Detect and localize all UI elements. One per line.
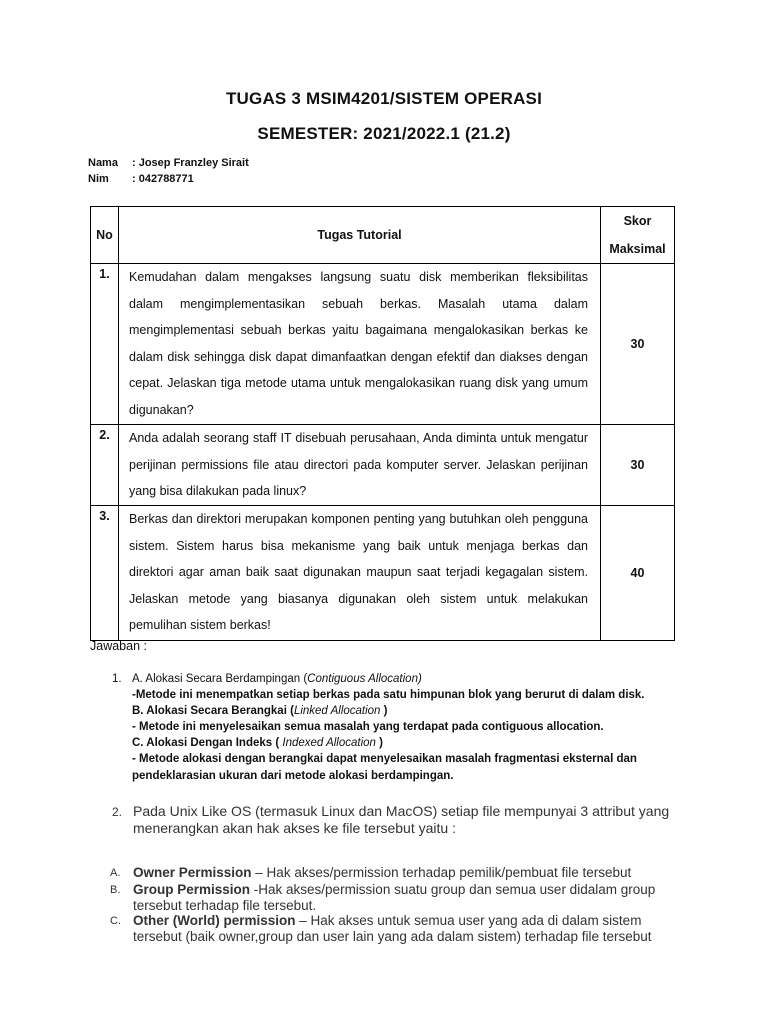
- answers-heading: Jawaban :: [90, 639, 147, 653]
- nim-value: : 042788771: [132, 173, 194, 185]
- header-no: No: [91, 207, 119, 264]
- answer-2-line1: Pada Unix Like OS (termasuk Linux dan MacOS) setiap file mempunyai 3 attribut yang: [133, 803, 670, 819]
- row-number: 3.: [91, 506, 119, 641]
- table-row: [91, 425, 675, 506]
- permission-desc: – Hak akses untuk semua user yang ada di dalam sistem: [295, 913, 642, 928]
- permission-letter: B.: [110, 884, 121, 896]
- method-b-desc: - Metode ini menyelesaikan semua masalah yang terdapat pada contiguous allocation.: [132, 721, 604, 734]
- nim-label: Nim: [88, 173, 109, 185]
- table-row: [91, 264, 675, 425]
- permission-name: Owner Permission: [133, 865, 252, 880]
- task-text: Anda adalah seorang staff IT disebuah perusahaan, Anda diminta untuk mengatur perijinan permissions file atau directori pada komputer server. Jelaskan perijinan yang bisa dilakukan pada linux?: [119, 425, 601, 506]
- permission-body: [133, 913, 693, 944]
- task-table: [90, 206, 675, 641]
- task-score: 40: [601, 506, 675, 641]
- row-number: 2.: [91, 425, 119, 506]
- task-text: Kemudahan dalam mengakses langsung suatu disk memberikan fleksibilitas dalam mengimplementasikan sebuah berkas. Masalah utama dalam mengimplementasi sebuah berkas yaitu bagaimana mengalokasikan berkas ke dalam disk sehingga disk dapat dimanfaatkan dengan efektif dan diakses dengan cepat. Jelaskan tiga metode utama untuk mengalokasikan ruang disk yang umum digunakan?: [119, 264, 601, 425]
- permission-letter: C.: [110, 915, 121, 927]
- method-c-desc-line1: - Metode alokasi dengan berangkai dapat menyelesaikan masalah fragmentasi eksternal dan: [132, 753, 637, 766]
- semester-title: SEMESTER: 2021/2022.1 (21.2): [257, 124, 511, 143]
- permission-body: [133, 865, 693, 881]
- permission-line1: [133, 882, 693, 898]
- task-score: 30: [601, 264, 675, 425]
- method-b-close: ): [380, 705, 388, 718]
- method-c-title: [132, 735, 692, 751]
- permission-desc: -Hak akses/permission suatu group dan semua user didalam group: [250, 882, 656, 897]
- permission-letter: A.: [110, 867, 121, 879]
- method-a-term: Contiguous Allocation): [307, 673, 422, 685]
- table-row: [91, 506, 675, 641]
- method-a-title: [132, 671, 692, 687]
- student-name-row: [88, 157, 249, 169]
- header-score-line2: Maksimal: [609, 242, 666, 256]
- header-task: Tugas Tutorial: [119, 207, 601, 264]
- header-score: [601, 207, 675, 264]
- document-title: TUGAS 3 MSIM4201/SISTEM OPERASI: [225, 89, 543, 108]
- answer-body: [133, 803, 693, 837]
- method-a-desc: -Metode ini menempatkan setiap berkas pada satu himpunan blok yang berurut di dalam disk.: [132, 689, 645, 702]
- method-b-title: [132, 703, 692, 719]
- row-number: 1.: [91, 264, 119, 425]
- permission-line1: [133, 865, 693, 881]
- method-c-close: ): [375, 737, 383, 750]
- method-c-term: Indexed Allocation: [282, 737, 376, 750]
- method-c-label: C. Alokasi Dengan Indeks (: [132, 737, 283, 750]
- permission-body: [133, 882, 693, 913]
- method-b-term: Linked Allocation: [293, 705, 381, 718]
- answer-number: 2.: [112, 805, 123, 819]
- task-score: 30: [601, 425, 675, 506]
- header-score-line1: Skor: [623, 214, 652, 228]
- name-value: : Josep Franzley Sirait: [132, 157, 249, 169]
- answer-number: 1.: [112, 673, 122, 685]
- answer-2-line2: menerangkan akan hak akses ke file tersebut yaitu :: [133, 820, 456, 836]
- permission-desc: – Hak akses/permission terhadap pemilik/pembuat file tersebut: [251, 865, 632, 880]
- task-text: Berkas dan direktori merupakan komponen penting yang butuhkan oleh pengguna sistem. Sistem harus bisa mekanisme yang baik untuk menjaga berkas dan direktori agar aman baik saat digunakan maupun saat terjadi kegagalan sistem. Jelaskan metode yang biasanya digunakan oleh sistem untuk melakukan pemulihan sistem berkas!: [119, 506, 601, 641]
- method-c-desc-line2: pendeklarasian ukuran dari metode alokasi berdampingan.: [132, 769, 454, 782]
- permission-line2: tersebut terhadap file tersebut.: [133, 897, 317, 913]
- name-label: Nama: [88, 157, 118, 169]
- answer-body: [132, 671, 692, 784]
- permission-name: Group Permission: [133, 882, 251, 897]
- permission-line2: tersebut (baik owner,group dan user lain yang ada dalam sistem) terhadap file tersebut: [133, 928, 652, 944]
- table-header-row: [91, 207, 675, 264]
- permission-name: Other (World) permission: [133, 913, 296, 928]
- student-nim-row: [88, 173, 194, 185]
- method-a-label: A. Alokasi Secara Berdampingan (: [132, 673, 308, 685]
- permission-line1: [133, 913, 693, 929]
- method-b-label: B. Alokasi Secara Berangkai (: [132, 705, 294, 718]
